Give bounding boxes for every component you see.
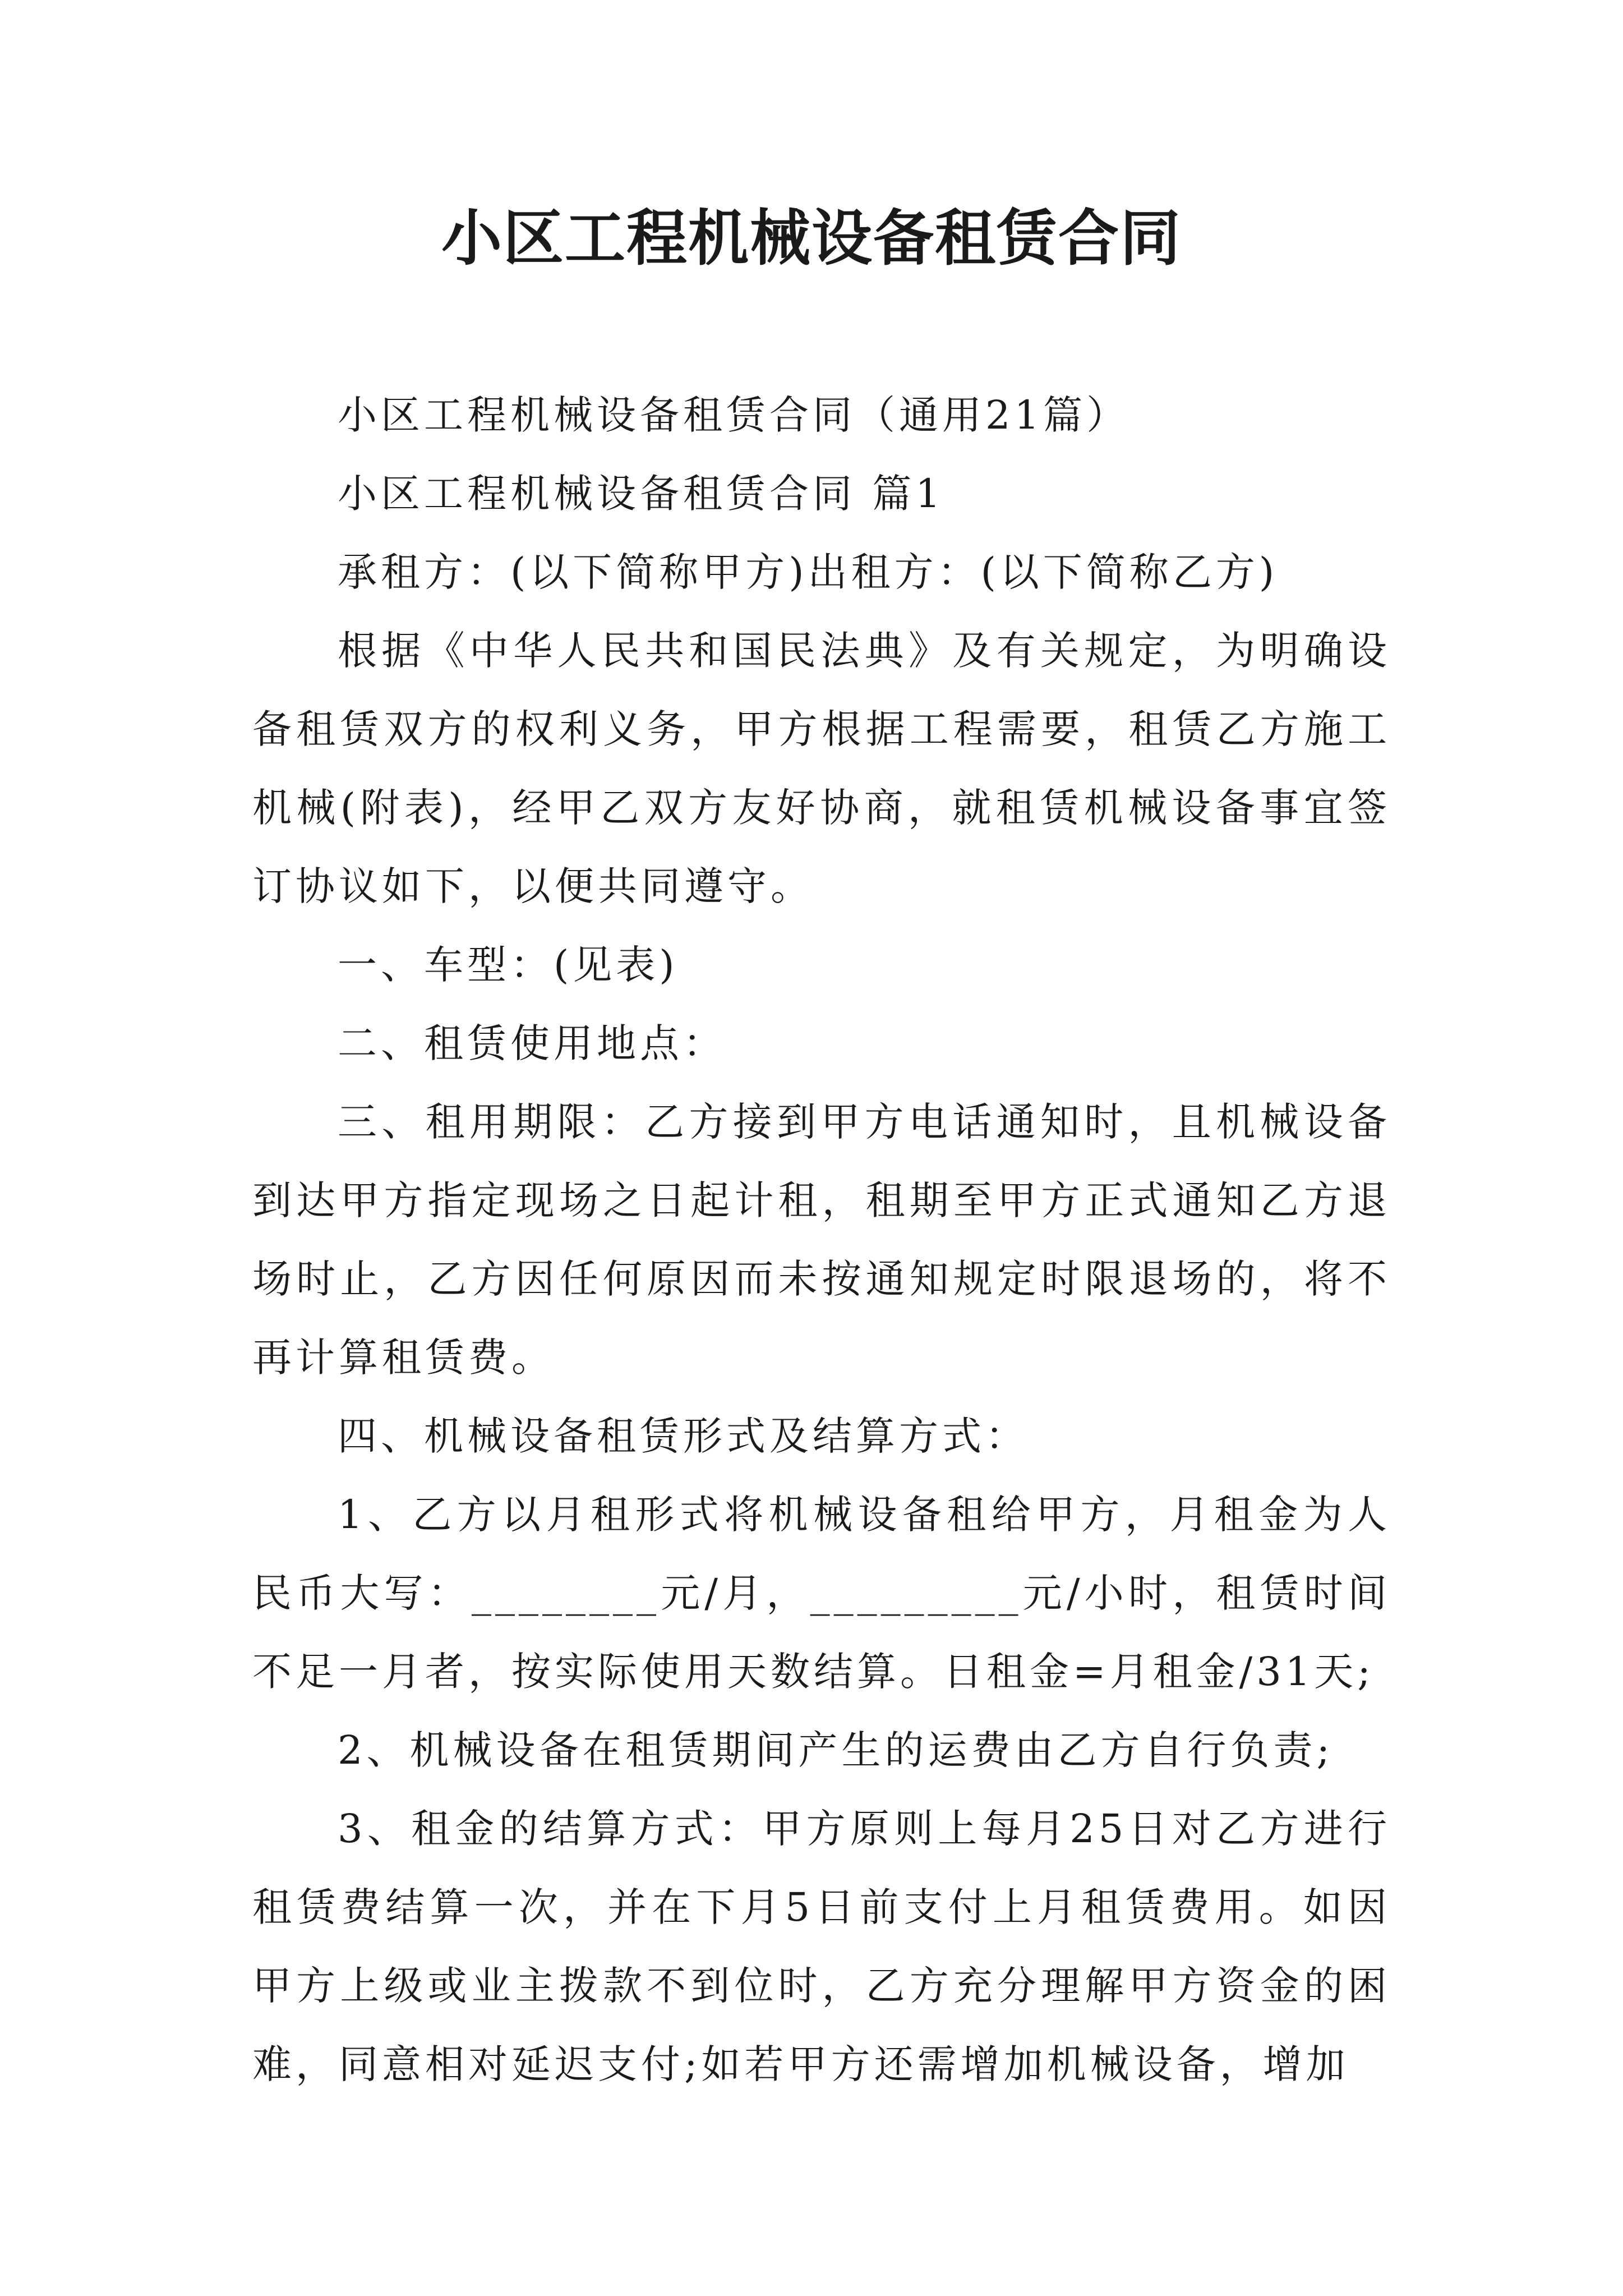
paragraph-clause-4-item-2: 2、机械设备在租赁期间产生的运费由乙方自行负责; (338, 1727, 1334, 1773)
paragraph-clause-4-item-1: 1、乙方以月租形式将机械设备租给甲方，月租金为人民币大写：________元/月，_________元/小时，租赁时间不足一月者，按实际使用天数结算。日租金=月租金/31天; (252, 1492, 1391, 1695)
paragraph-clause-1: 一、车型：(见表) (338, 942, 679, 988)
document-body (252, 376, 1391, 2104)
paragraph-clause-4: 四、机械设备租赁形式及结算方式： (338, 1413, 1029, 1459)
paragraph-subtitle: 小区工程机械设备租赁合同（通用21篇） (338, 392, 1130, 438)
paragraph-preamble: 根据《中华人民共和国民法典》及有关规定，为明确设备租赁双方的权利义务，甲方根据工程需要，租赁乙方施工机械(附表)，经甲乙双方友好协商，就租赁机械设备事宜签订协议如下，以便共同遵守。 (252, 628, 1391, 909)
paragraph-clause-3: 三、租用期限：乙方接到甲方电话通知时，且机械设备到达甲方指定现场之日起计租，租期至甲方正式通知乙方退场时止，乙方因任何原因而未按通知规定时限退场的，将不再计算租赁费。 (252, 1099, 1391, 1381)
paragraph-section-heading: 小区工程机械设备租赁合同 篇1 (338, 471, 944, 517)
paragraph-parties: 承租方：(以下简称甲方)出租方：(以下简称乙方) (338, 549, 1279, 595)
paragraph-clause-2: 二、租赁使用地点： (338, 1020, 726, 1066)
document-title: 小区工程机械设备租赁合同 (441, 203, 1182, 274)
paragraph-clause-4-item-3: 3、租金的结算方式：甲方原则上每月25日对乙方进行租赁费结算一次，并在下月5日前支付上月租赁费用。如因甲方上级或业主拨款不到位时，乙方充分理解甲方资金的困难，同意相对延迟支付;如若甲方还需增加机械设备，增加 (252, 1806, 1391, 2087)
